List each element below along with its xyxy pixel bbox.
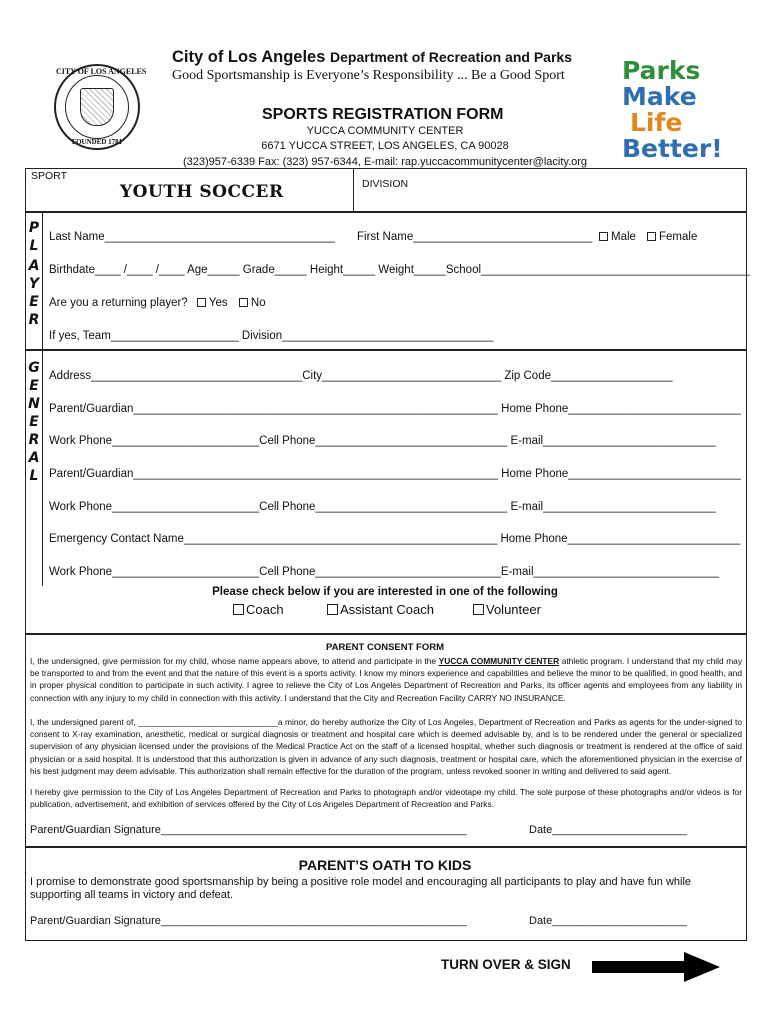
logo-word: Make <box>622 82 697 111</box>
work-phone-2-row[interactable]: Work Phone_______________________Cell Phone______________________________ E-mail___________________________ <box>49 501 716 513</box>
consent-center-name: YUCCA COMMUNITY CENTER <box>438 656 560 666</box>
birthdate-age-grade-row[interactable]: Birthdate____ /____ /____ Age_____ Grade_____ Height_____ Weight_____School__________________________________________ <box>49 264 750 276</box>
player-letter: E <box>29 294 39 310</box>
coach-option[interactable] <box>233 602 284 617</box>
no-option[interactable] <box>239 297 266 309</box>
oath-title: PARENT’S OATH TO KIDS <box>298 857 472 873</box>
consent-paragraph-3: I hereby give permission to the City of Los Angeles Department of Recreation and Parks to photograph and/or videotape my child. The sole purpose of these photographs and/or videos is for publication, advertisement, and exhibition of services offered by the City of Los Angeles Department of Recreation and Parks. <box>30 787 742 810</box>
returning-label: Are you a returning player? <box>49 297 188 309</box>
turn-over-text: TURN OVER & SIGN <box>441 957 571 972</box>
general-letter: R <box>28 432 40 448</box>
general-letter: E <box>29 414 39 430</box>
logo-word: Life <box>630 108 683 137</box>
consent-p1-text: I, the undersigned, give permission for my child, whose name appears above, to attend and participate in the <box>30 656 437 666</box>
no-checkbox[interactable] <box>239 298 248 307</box>
coach-label: Coach <box>246 602 284 617</box>
player-letter: P <box>28 220 40 236</box>
address-row[interactable]: Address_________________________________City____________________________ Zip Code___________________ <box>49 370 673 382</box>
parks-make-life-better-logo <box>622 58 723 162</box>
last-name-field[interactable]: Last Name____________________________________ <box>49 231 335 243</box>
yes-checkbox[interactable] <box>197 298 206 307</box>
work-phone-1-row[interactable]: Work Phone_______________________Cell Phone______________________________ E-mail___________________________ <box>49 435 716 447</box>
logo-word: Better! <box>622 134 723 163</box>
city-name: City of Los Angeles <box>172 48 326 66</box>
oath-text: I promise to demonstrate good sportsmanship by being a positive role model and encouraging all participants to play and have fun while supporting all teams in victory and defeat. <box>30 876 692 901</box>
consent-date-field[interactable]: Date______________________ <box>529 824 687 836</box>
right-arrow-icon <box>592 952 722 982</box>
general-letter: N <box>28 396 40 412</box>
center-contact: (323)957-6339 Fax: (323) 957-6344, E-mail: rap.yuccacommunitycenter@lacity.org <box>182 156 588 168</box>
male-option[interactable] <box>599 231 636 243</box>
seal-bottom-text: FOUNDED 1781 <box>71 138 123 146</box>
division-label: DIVISION <box>362 178 409 190</box>
player-letter: A <box>28 258 40 274</box>
consent-paragraph-1 <box>30 655 742 704</box>
volunteer-checkbox[interactable] <box>473 604 484 615</box>
interest-heading: Please check below if you are interested in one of the following <box>212 586 558 598</box>
player-letter: L <box>29 238 39 254</box>
team-division-row[interactable]: If yes, Team____________________ Division_________________________________ <box>49 330 494 342</box>
consent-p1-text-cont: athletic program. I understand that my child may be transported to and from the event and that the nature of this event is a sports activity. I know my minors experience and capabilities and believe the minor to be qualified, in good health, and in proper physical condition to participate in such activity. I agree to relieve the City of Los Angeles Department of Recreation and Parks, its officer agents and employees from any liability in connection with any injury to my child in connection with this activity. I understand that the City and Recreation Facility CARRY NO INSURANCE. <box>30 656 743 703</box>
logo-word: Parks <box>622 56 701 85</box>
returning-player-question <box>49 297 266 309</box>
general-letter: L <box>29 468 39 484</box>
work-phone-3-row[interactable]: Work Phone_______________________Cell Phone_____________________________E-mail_____________________________ <box>49 566 719 578</box>
parent-guardian-1-row[interactable]: Parent/Guardian_________________________________________________________ Home Phone___________________________ <box>49 403 741 415</box>
general-letter: G <box>28 360 40 376</box>
male-label: Male <box>611 231 636 243</box>
male-checkbox[interactable] <box>599 232 608 241</box>
volunteer-label: Volunteer <box>486 602 541 617</box>
header-city <box>172 48 572 67</box>
parent-guardian-2-row[interactable]: Parent/Guardian_________________________________________________________ Home Phone___________________________ <box>49 468 741 480</box>
sport-label: SPORT <box>31 170 67 182</box>
no-label: No <box>250 297 266 309</box>
city-seal-logo <box>54 64 147 150</box>
oath-date-field[interactable]: Date______________________ <box>529 915 687 927</box>
form-title: SPORTS REGISTRATION FORM <box>262 106 504 123</box>
female-option[interactable] <box>647 231 697 243</box>
center-name: YUCCA COMMUNITY CENTER <box>306 125 464 137</box>
general-letter: A <box>28 450 40 466</box>
seal-top-text: CITY OF LOS ANGELES <box>56 67 147 76</box>
department-name: Department of Recreation and Parks <box>330 49 572 65</box>
consent-paragraph-2: I, the undersigned parent of, ______________________________a minor, do hereby authorize the City of Los Angeles, Department of Recreation and Parks as agents for the under-signed to consent to X-ray examination, anesthetic, medical or surgical diagnosis or treatment and hospital care which is deemed advisable by, and is to be rendered under the general or specialized supervision of any physician licensed under the provisions of the Medical Practice Act on the staff of a licensed hospital, whether such diagnosis or treatment is rendered at the office of said physician or a said hospital. It is understood that this authorization is given in advance of any such diagnosis, treatment or hospital care, which the aforementioned physician in the exercise of his best judgment may deem advisable. This authorization shall remain effective for the duration of the program, unless revoked sooner in writing and delivered to said agent. <box>30 717 742 776</box>
consent-signature-field[interactable]: Parent/Guardian Signature__________________________________________________ <box>30 824 467 836</box>
center-address: 6671 YUCCA STREET, LOS ANGELES, CA 90028 <box>261 140 509 152</box>
sport-value: YOUTH SOCCER <box>120 182 284 202</box>
assistant-coach-label: Assistant Coach <box>340 602 434 617</box>
coach-checkbox[interactable] <box>233 604 244 615</box>
player-letter: Y <box>28 276 40 292</box>
oath-signature-field[interactable]: Parent/Guardian Signature__________________________________________________ <box>30 915 467 927</box>
yes-option[interactable] <box>197 297 228 309</box>
header-motto: Good Sportsmanship is Everyone’s Responsibility ... Be a Good Sport <box>172 68 565 83</box>
yes-label: Yes <box>208 297 228 309</box>
player-letter: R <box>28 312 40 328</box>
first-name-field[interactable]: First Name____________________________ <box>357 231 593 243</box>
volunteer-option[interactable] <box>473 602 541 617</box>
female-checkbox[interactable] <box>647 232 656 241</box>
female-label: Female <box>659 231 698 243</box>
consent-title: PARENT CONSENT FORM <box>325 642 445 653</box>
assistant-coach-checkbox[interactable] <box>327 604 338 615</box>
general-letter: E <box>29 378 39 394</box>
assistant-coach-option[interactable] <box>327 602 434 617</box>
emergency-contact-row[interactable]: Emergency Contact Name_________________________________________________ Home Phone___________________________ <box>49 533 741 545</box>
